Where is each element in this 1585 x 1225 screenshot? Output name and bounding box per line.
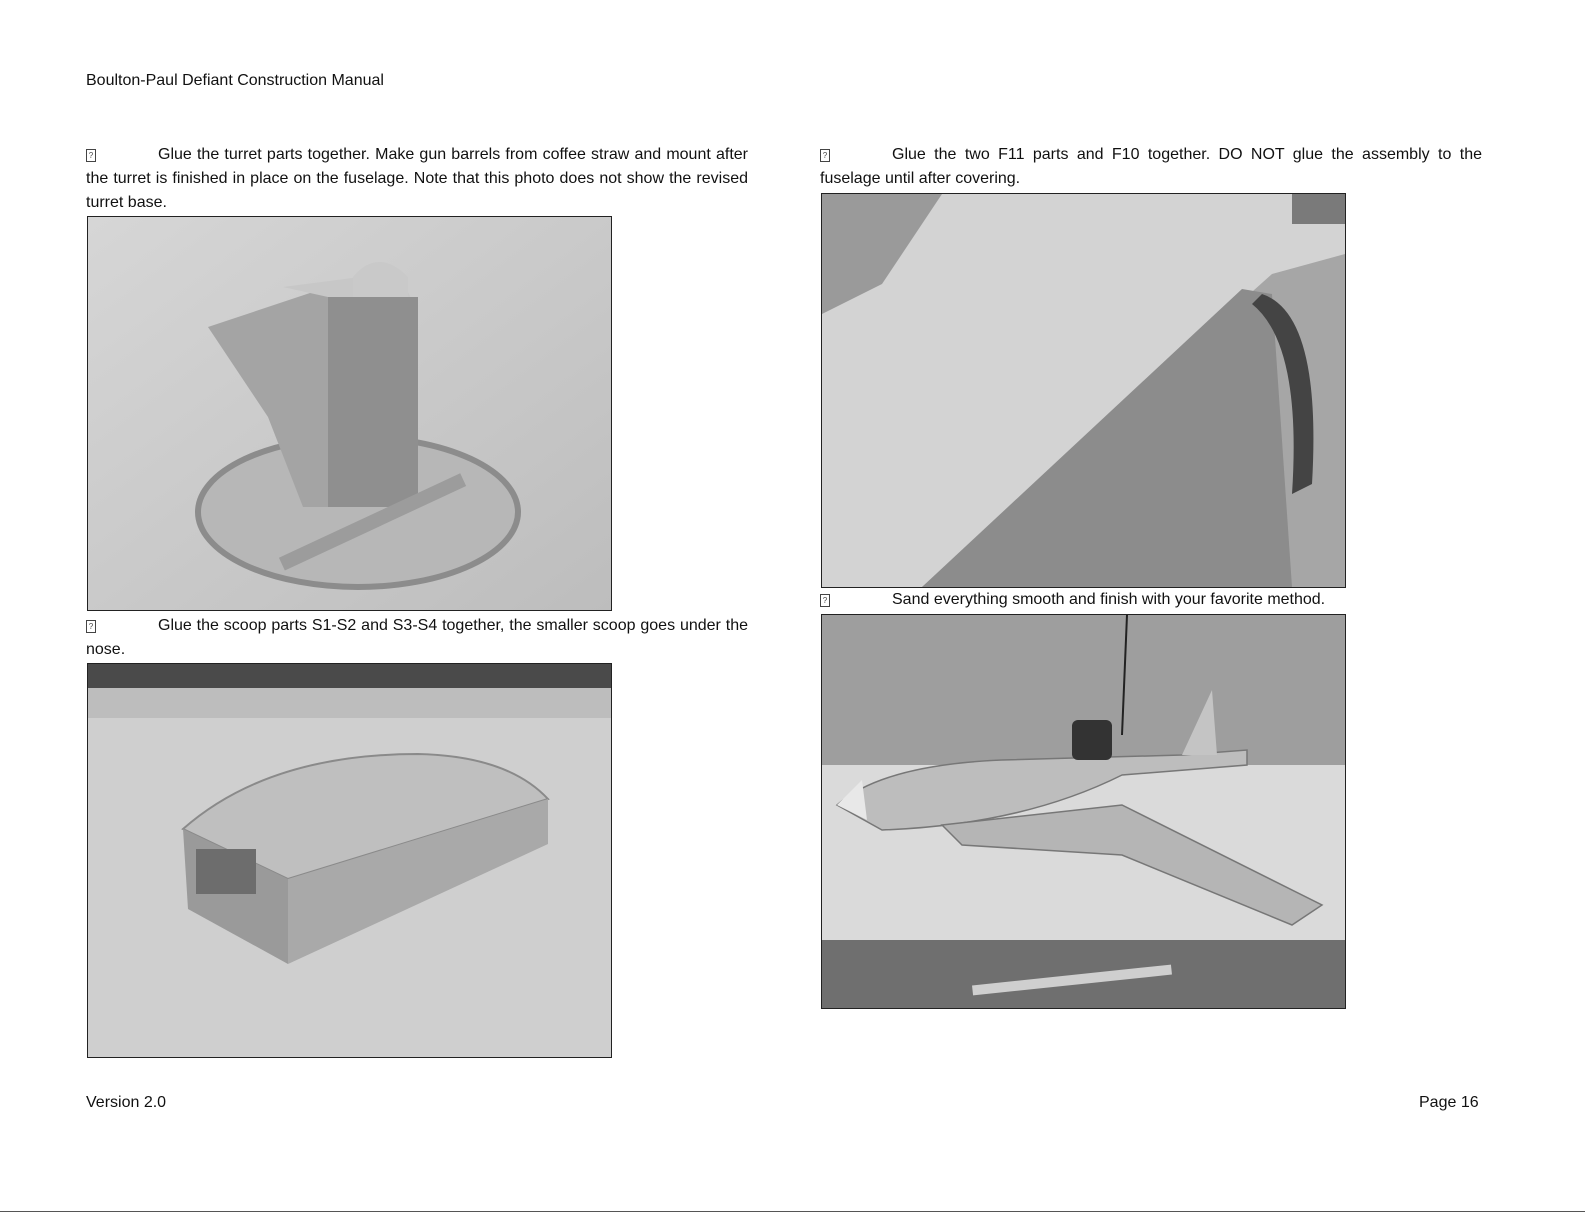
- page-header: Boulton-Paul Defiant Construction Manual: [86, 72, 384, 89]
- scoop-photo: [87, 663, 612, 1058]
- page-bottom-rule: [0, 1211, 1585, 1212]
- left-column: [86, 143, 748, 215]
- step-text: Sand everything smooth and finish with your favorite method.: [892, 591, 1326, 608]
- step-sand: [820, 588, 1482, 612]
- fairing-photo: [821, 193, 1346, 588]
- step-text: Glue the two F11 parts and F10 together. DO NOT glue the assembly to the fuselage until after covering.: [820, 146, 1482, 187]
- left-column-lower: [86, 614, 748, 662]
- footer-version: Version 2.0: [86, 1094, 167, 1111]
- step-scoop: [86, 614, 748, 662]
- checkbox-bullet-icon: ?: [820, 149, 830, 162]
- finished-model-photo: [821, 614, 1346, 1009]
- footer-page-number: Page 16: [1419, 1094, 1479, 1111]
- right-column: [820, 143, 1482, 191]
- step-f11-f10: [820, 143, 1482, 191]
- turret-photo: [87, 216, 612, 611]
- right-column-lower: [820, 588, 1482, 612]
- checkbox-bullet-icon: ?: [86, 149, 96, 162]
- checkbox-bullet-icon: ?: [820, 594, 830, 607]
- step-turret: [86, 143, 748, 215]
- step-text: Glue the scoop parts S1-S2 and S3-S4 together, the smaller scoop goes under the nose.: [86, 617, 748, 658]
- step-text: Glue the turret parts together. Make gun barrels from coffee straw and mount after the turret is finished in place on the fuselage. Note that this photo does not show the revised turret base.: [86, 146, 748, 211]
- checkbox-bullet-icon: ?: [86, 620, 96, 633]
